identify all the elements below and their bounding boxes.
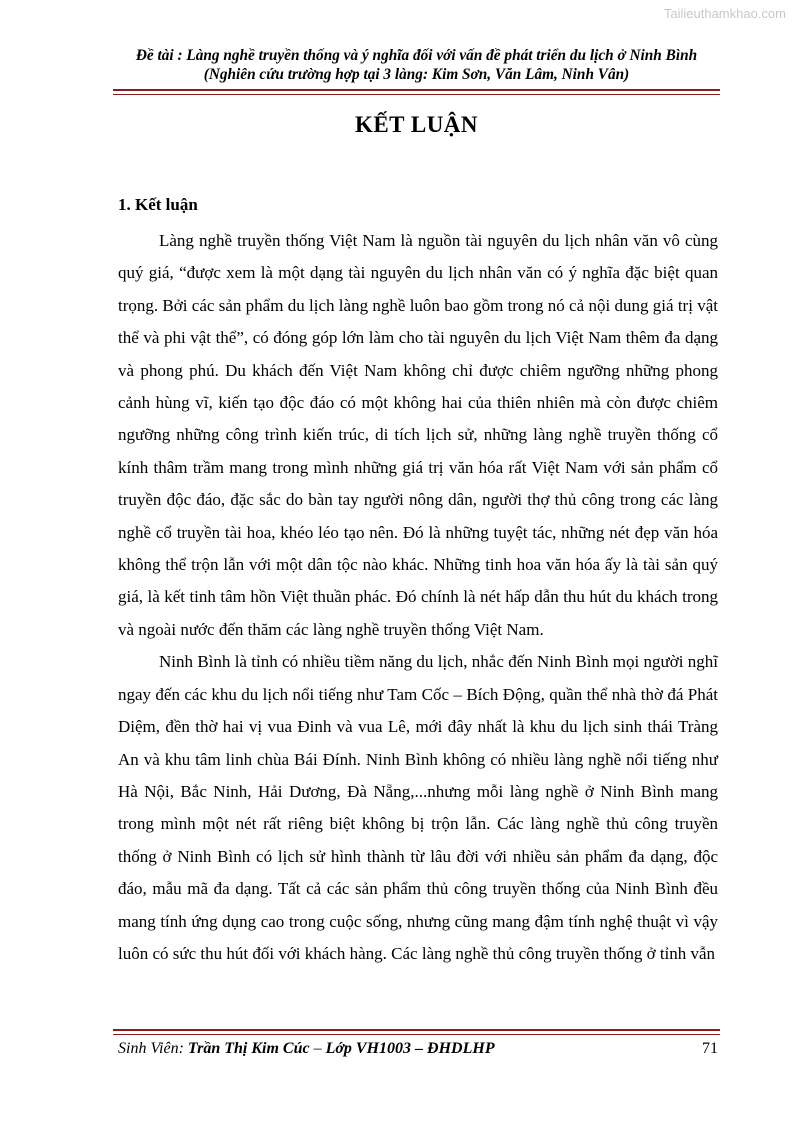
footer-student-name: Trần Thị Kim Cúc (187, 1040, 310, 1057)
document-header (113, 46, 720, 84)
body-text (118, 225, 718, 970)
document-footer (118, 1040, 718, 1058)
paragraph-1: Làng nghề truyền thống Việt Nam là nguồn tài nguyên du lịch nhân văn vô cùng quý giá, “được xem là một dạng tài nguyên du lịch nhân văn có ý nghĩa đặc biệt quan trọng. Bởi các sản phẩm du lịch làng nghề luôn bao gồm trong nó cả nội dung giá trị vật thể và phi vật thể”, có đóng góp lớn làm cho tài nguyên du lịch Việt Nam thêm đa dạng và phong phú. Du khách đến Việt Nam không chỉ được chiêm ngưỡng những phong cảnh hùng vĩ, kiến tạo độc đáo có một không hai của thiên nhiên mà còn được chiêm ngưỡng những công trình kiến trúc, di tích lịch sử, những làng nghề truyền thống cổ kính thâm trầm mang trong mình những giá trị văn hóa rất Việt Nam với sản phẩm cổ truyền độc đáo, đặc sắc do bàn tay người nông dân, người thợ thủ công trong các làng nghề cổ truyền tài hoa, khéo léo tạo nên. Đó là những tuyệt tác, những nét đẹp văn hóa không thể trộn lẫn với một dân tộc nào khác. Những tinh hoa văn hóa ấy là tài sản quý giá, là kết tinh tâm hồn Việt thuần phác. Đó chính là nét hấp dẫn thu hút du khách trong và ngoài nước đến thăm các làng nghề truyền thống Việt Nam. (118, 231, 718, 639)
header-topic-line: Đề tài : Làng nghề truyền thống và ý nghĩa đối với vấn đề phát triển du lịch ở Ninh Bình (135, 47, 698, 64)
page-number: 71 (702, 1040, 718, 1057)
paragraph-2: Ninh Bình là tỉnh có nhiều tiềm năng du lịch, nhắc đến Ninh Bình mọi người nghĩ ngay đến các khu du lịch nổi tiếng như Tam Cốc – Bích Động, quần thể nhà thờ đá Phát Diệm, đền thờ hai vị vua Đinh và vua Lê, mới đây nhất là khu du lịch sinh thái Tràng An và khu tâm linh chùa Bái Đính. Ninh Bình không có nhiều làng nghề nổi tiếng như Hà Nội, Bắc Ninh, Hải Dương, Đà Nẵng,...nhưng mỗi làng nghề ở Ninh Bình mang trong mình một nét rất riêng biệt không bị trộn lẫn. Các làng nghề thủ công truyền thống ở Ninh Bình có lịch sử hình thành từ lâu đời với nhiều sản phẩm đa dạng, độc đáo, mẫu mã đa dạng. Tất cả các sản phẩm thủ công truyền thống của Ninh Bình đều mang tính ứng dụng cao trong cuộc sống, nhưng cũng mang đậm tính nghệ thuật vì vậy luôn có sức thu hút đối với khách hàng. Các làng nghề thủ công truyền thống ở tỉnh vẫn (118, 652, 718, 963)
header-subtitle-line: (Nghiên cứu trường hợp tại 3 làng: Kim Sơn, Văn Lâm, Ninh Vân) (203, 66, 630, 83)
page-title: KẾT LUẬN (354, 112, 479, 137)
header-divider (113, 89, 720, 95)
watermark-text: Tailieuthamkhao.com (663, 6, 786, 21)
footer-divider (113, 1029, 720, 1035)
footer-class: Lớp VH1003 – ĐHDLHP (325, 1040, 495, 1057)
section-heading: 1. Kết luận (118, 195, 198, 214)
footer-student-label: Sinh Viên: (118, 1040, 188, 1057)
footer-separator: – (309, 1040, 326, 1057)
